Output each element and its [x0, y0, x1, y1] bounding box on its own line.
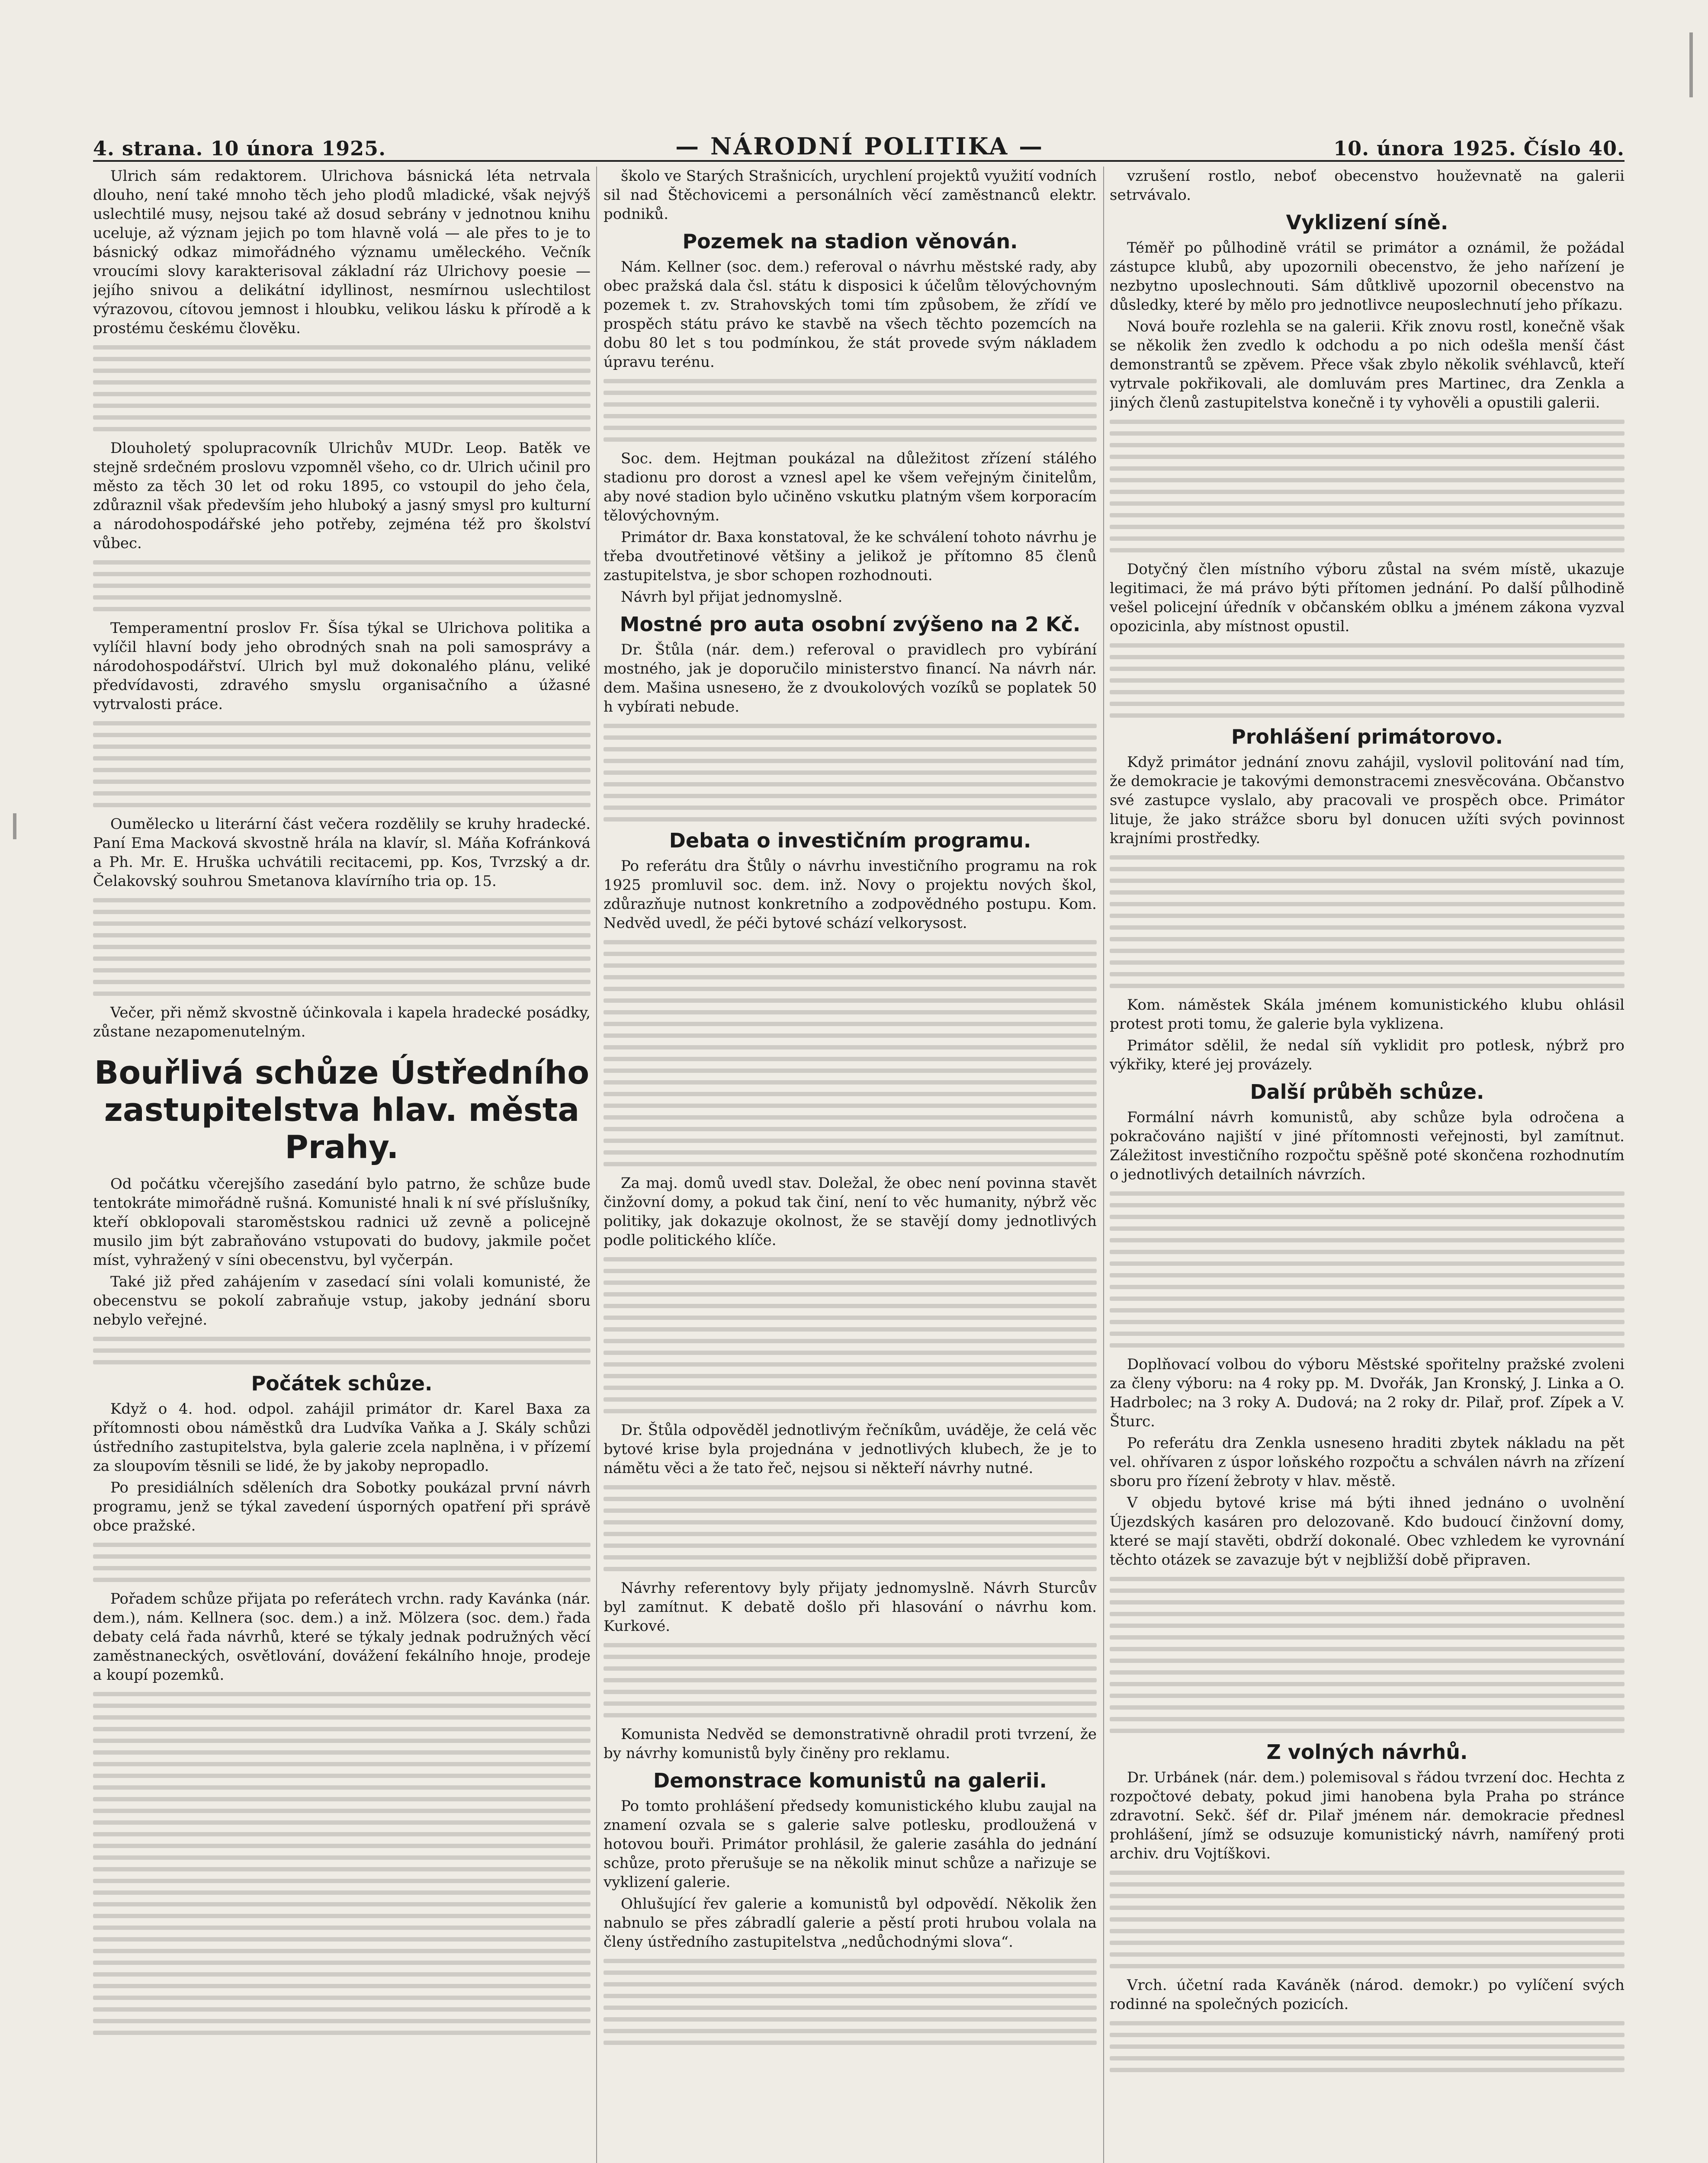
paragraph: Ohlušující řev galerie a komunistů byl odpovědí. Několik žen nabnulo se přes zábradlí galerie a pěstí proti hrubou volala na členy ústředního zastupitelstva „nedůchodnými slova“. [604, 1895, 1097, 1951]
column-3 [1110, 167, 1625, 2163]
paragraph: Dr. Štůla (nár. dem.) referoval o pravidlech pro vybírání mostného, jak je doporučilo ministerstvo financí. Na návrh nár. dem. Mašina usnesено, že z dvoukolových vozíků se poplatek 50 h vybírati nebude. [604, 641, 1097, 716]
subheading: Vyklizení síně. [1286, 211, 1448, 234]
scan-artifact [13, 813, 16, 839]
subheading: Další průběh schůze. [1250, 1080, 1484, 1104]
header-right: 10. února 1925. Číslo 40. [1333, 137, 1625, 160]
paragraph: Po referátu dra Zenkla usneseno hraditi zbytek nákladu na pět vel. ohřívaren z úspor loňského rozpočtu a schválen návrh na zřízení sboru pro řízení žebroty v hlav. městě. [1110, 1435, 1625, 1490]
paragraph: Pořadem schůze přijata po referátech vrchn. rady Kavánka (nár. dem.), nám. Kellnera (soc. dem.) a inž. Mölzera (soc. dem.) řada debaty celá řada návrhů, které se týkaly jednak podružných věcí zaměstnaneckých, osvětlování, dovážení fekálního hnoje, prodeje a koupí pozemků. [93, 1590, 591, 1684]
column-divider [1103, 167, 1104, 2163]
subheading: Demonstrace komunistů na galerii. [653, 1769, 1047, 1792]
paragraph: Když primátor jednání znovu zahájil, vyslovil politování nad tím, že demokracie je takovými demonstracemi znesvěcována. Občanstvo své zastupce vyslalo, aby pracovali ve prospěch obce. Primátor lituje, že jako strážce sboru byl donucen užíti svých povinnost krajními prostředky. [1110, 754, 1625, 847]
subheading: Debata o investičním programu. [669, 829, 1031, 852]
paragraph: Dlouholetý spolupracovník Ulrichův MUDr. Leop. Batěk ve stejně srdečném proslovu vzpomněl všeho, co dr. Ulrich učinil pro město za těch 30 let od roku 1895, co vstoupil do jeho čela, zdůraznil však především jeho hluboký a jasný smysl pro kulturní a národohospodářské jeho potřeby, zejména též pro školství vůbec. [93, 440, 591, 552]
paragraph: Také již před zahájením v zasedací síni volali komunisté, že obecenstvu se pokolí zabraňuje vstup, jakoby jednání sboru nebylo veřejné. [93, 1273, 591, 1329]
paragraph: Temperamentní proslov Fr. Šísa týkal se Ulrichova politika a vylíčil hlavní body jeho obrodných snah na poli samosprávy a národohospodářství. Ulrich byl muž dokonalého plánu, veliké předvídavosti, zdravého smyslu organisačního a úžasné vytrvalosti práce. [93, 619, 591, 713]
subheading: Počátek schůze. [251, 1372, 433, 1395]
paragraph: Primátor dr. Baxa konstatoval, že ke schválení tohoto návrhu je třeba dvoutřetinové většiny a jelikož je přítomno 85 členů zastupitelstva, je sbor schopen rozhodnouti. [604, 529, 1097, 584]
paragraph: Po presidiálních sděleních dra Sobotky poukázal první návrh programu, jenž se týkal zavedení úsporných opatření při správě obce pražské. [93, 1479, 591, 1534]
paragraph: Dotyčný člen místního výboru zůstal na svém místě, ukazuje legitimaci, že má právo býti přítomen jednání. Po další půlhodině vešel policejní úředník v občanském oblku a jménem zákona vyzval opozicinla, aby místnost opustil. [1110, 561, 1625, 635]
column-1 [93, 167, 591, 2163]
paragraph: Dr. Štůla odpověděl jednotlivým řečníkům, uváděje, že celá věc bytové krise byla projednána v jednotlivých klubech, že je to námětu věci a že tato řeč, nejsou si někteří návrhy nutné. [604, 1422, 1097, 1477]
column-divider [596, 167, 597, 2163]
paragraph: Kom. náměstek Skála jménem komunistického klubu ohlásil protest proti tomu, že galerie byla vyklizena. [1110, 996, 1625, 1033]
newspaper-title: — NÁRODNÍ POLITIKA — [675, 132, 1044, 160]
paragraph: Doplňovací volbou do výboru Městské spořitelny pražské zvoleni za členy výboru: na 4 roky pp. M. Dvořák, Jan Kronský, J. Linka a O. Hadrbolec; na 3 roky A. Dudová; na 2 roky dr. Pilař, prof. Zípek a V. Šturc. [1110, 1356, 1625, 1430]
paragraph: Po referátu dra Štůly o návrhu investičního programu na rok 1925 promluvil soc. dem. inž. Novy o projektu nových škol, zdůrazňuje nutnost konkretního a zodpovědného postupu. Kom. Nedvěd uvedl, že péči bytové schází velkorysost. [604, 857, 1097, 932]
paragraph: Po tomto prohlášení předsedy komunistického klubu zaujal na znamení ozvala se s galerie salve potlesku, prodloužená v hotovou bouři. Primátor prohlásil, že galerie zasáhla do jednání schůze, proto přerušuje se na několik minut schůze a nařizuje se vyklizení galerie. [604, 1797, 1097, 1891]
paragraph: Dr. Urbánek (nár. dem.) polemisoval s řádou tvrzení doc. Hechta z rozpočtové debaty, pokud jimi hanobena byla Praha po stránce zdravotní. Sekč. šéf dr. Pilař jménem nár. demokracie přednesl prohlášení, jímž se odsuzuje komunistický návrh, namířený proti archiv. dru Vojtíškovi. [1110, 1769, 1625, 1862]
paragraph: Když o 4. hod. odpol. zahájil primátor dr. Karel Baxa za přítomnosti obou náměstků dra Ludvíka Vaňka a J. Skály schůzi ústředního zastupitelstva, byla galerie zcela naplněna, i v přízemí za sloupovím těsnili se lidé, že by jakoby nepropadlo. [93, 1400, 591, 1475]
paragraph: Komunista Nedvěd se demonstrativně ohradil proti tvrzení, že by návrhy komunistů byly činěny pro reklamu. [604, 1726, 1097, 1762]
paragraph: Návrhy referentovy byly přijaty jednomyslně. Návrh Sturcův byl zamítnut. K debatě došlo při hlasování o návrhu kom. Kurkové. [604, 1579, 1097, 1635]
subheading: Z volných návrhů. [1266, 1740, 1468, 1764]
paragraph: Za maj. domů uvedl stav. Doležal, že obec není povinna stavět činžovní domy, a pokud tak činí, není to věc humanity, nýbrž věc politiky, jak dokazuje okolnost, že se stavějí domy jednotlivých podle politického klíče. [604, 1175, 1097, 1249]
subheading: Mostné pro auta osobní zvýšeno na 2 Kč. [620, 613, 1081, 636]
paragraph: školo ve Starých Strašnicích, urychlení projektů využití vodních sil nad Štěchovicemi a personálních věcí zaměstnanců elektr. podniků. [604, 167, 1097, 223]
paragraph: Primátor sdělil, že nedal síň vyklidit pro potlesk, nýbrž pro výkřiky, které jej provázely. [1110, 1037, 1625, 1073]
paragraph: Oumělecko u literární část večera rozdělily se kruhy hradecké. Paní Ema Macková skvostně hrála na klavír, sl. Máňa Kofránková a Ph. Mr. E. Hruška uchvátili recitacemi, pp. Kos, Tvrzský a dr. Čelakovský souhrou Smetanova klavírního tria op. 15. [93, 815, 591, 890]
paragraph: Ulrich sám redaktorem. Ulrichova básnická léta netrvala dlouho, není také mnoho těch jeho plodů mladické, však nejvýš uslechtilé musy, nejsou také až dosud sebrány v jednotnou knihu uceluje, až význam jejich po tom hlavně volá — ale přes to je to básnický odkaz mimořádného významu uměleckého. Večník vroucími slovy karakterisoval základní ráz Ulrichovy poesie — jejího snivou a delikátní idyllinost, nesmírnou uslechtilost výrazovou, cítovou jemnost i hloubku, velikou lásku k přírodě a k prostému českému člověku. [93, 167, 591, 337]
paragraph: Téměř po půlhodině vrátil se primátor a oznámil, že požádal zástupce klubů, aby upozornili obecenstvo, že jeho nařízení je nezbytno uposlechnouti. Sám důtklivě upozornil obecenstvo na důsledky, které by mělo pro jednotlivce neuposlechnutí jeho příkazu. [1110, 239, 1625, 314]
paragraph: Soc. dem. Hejtman poukázal na důležitost zřízení stálého stadionu pro dorost a vznesl apel ke všem veřejným činitelům, aby nové stadion bylo učiněno vskutku platným všem korporacím tělovýchovným. [604, 450, 1097, 524]
paragraph: Vrch. účetní rada Kaváněk (národ. demokr.) po vylíčení svých rodinné na společných pozicích. [1110, 1977, 1625, 2013]
subheading: Pozemek na stadion věnován. [682, 230, 1018, 253]
paragraph: vzrušení rostlo, neboť obecenstvo houževnatě na galerii setrvávalo. [1110, 167, 1625, 204]
subheading: Prohlášení primátorovo. [1231, 725, 1503, 748]
paragraph: Večer, při němž skvostně účinkovala i kapela hradecké posádky, zůstane nezapomenutelným. [93, 1004, 591, 1040]
article-headline: Bouřlivá schůze Ústředního zastupitelstva hlav. města Prahy. [94, 1054, 590, 1166]
page-header [93, 117, 1625, 162]
paragraph: Nám. Kellner (soc. dem.) referoval o návrhu městské rady, aby obec pražská dala čsl. státu k disposici k účelům tělovýchovným pozemek t. zv. Strahovských tomi tím způsobem, že zřídí ve prospěch státu právo ke stavbě na všech těchto pozemcích na dobu 80 let s tou podmínkou, že stát provede svým nákladem úpravu terénu. [604, 258, 1097, 371]
paragraph: Od počátku včerejšího zasedání bylo patrno, že schůze bude tentokráte mimořádně rušná. Komunisté hnali k ní své příslušníky, kteří obklopovali staroměstskou radnici už zevně a policejně musilo jim být zabraňováno vstupovati do budovy, jakmile počet míst, vyhražený v síni obecenstvu, byl vyčerpán. [93, 1175, 591, 1269]
paragraph: Nová bouře rozlehla se na galerii. Křik znovu rostl, konečně však se několik žen zvedlo k odchodu a po nich odešla menší část demonstrantů se zpěvem. Přece však zbylo několik svéhlavců, kteří vytrvale pokřikovali, ale domluvám pres Martinec, dra Zenkla a jiných členů zastupitelstva konečně i ty vyhověli a opustili galerii. [1110, 318, 1625, 411]
paragraph: V objedu bytové krise má býti ihned jednáno o uvolnění Újezdských kasáren pro delozovaně. Kdo budoucí činžovní domy, které se mají stavěti, obdrží dokonalé. Obec vzhledem ke vyrovnání těchto otázek se zavazuje být v nejbližší době připraven. [1110, 1494, 1625, 1569]
scan-artifact [1689, 32, 1693, 97]
paragraph: Návrh byl přijat jednomyslně. [621, 588, 843, 606]
header-left: 4. strana. 10 února 1925. [93, 137, 386, 160]
paragraph: Formální návrh komunistů, aby schůze byla odročena a pokračováno najiští v jiné přítomnosti veřejnosti, byl zamítnut. Záležitost investičního rozpočtu spěšně poté skončena rozhodnutím o jednotlivých detailních návrzích. [1110, 1109, 1625, 1183]
column-2 [604, 167, 1097, 2163]
